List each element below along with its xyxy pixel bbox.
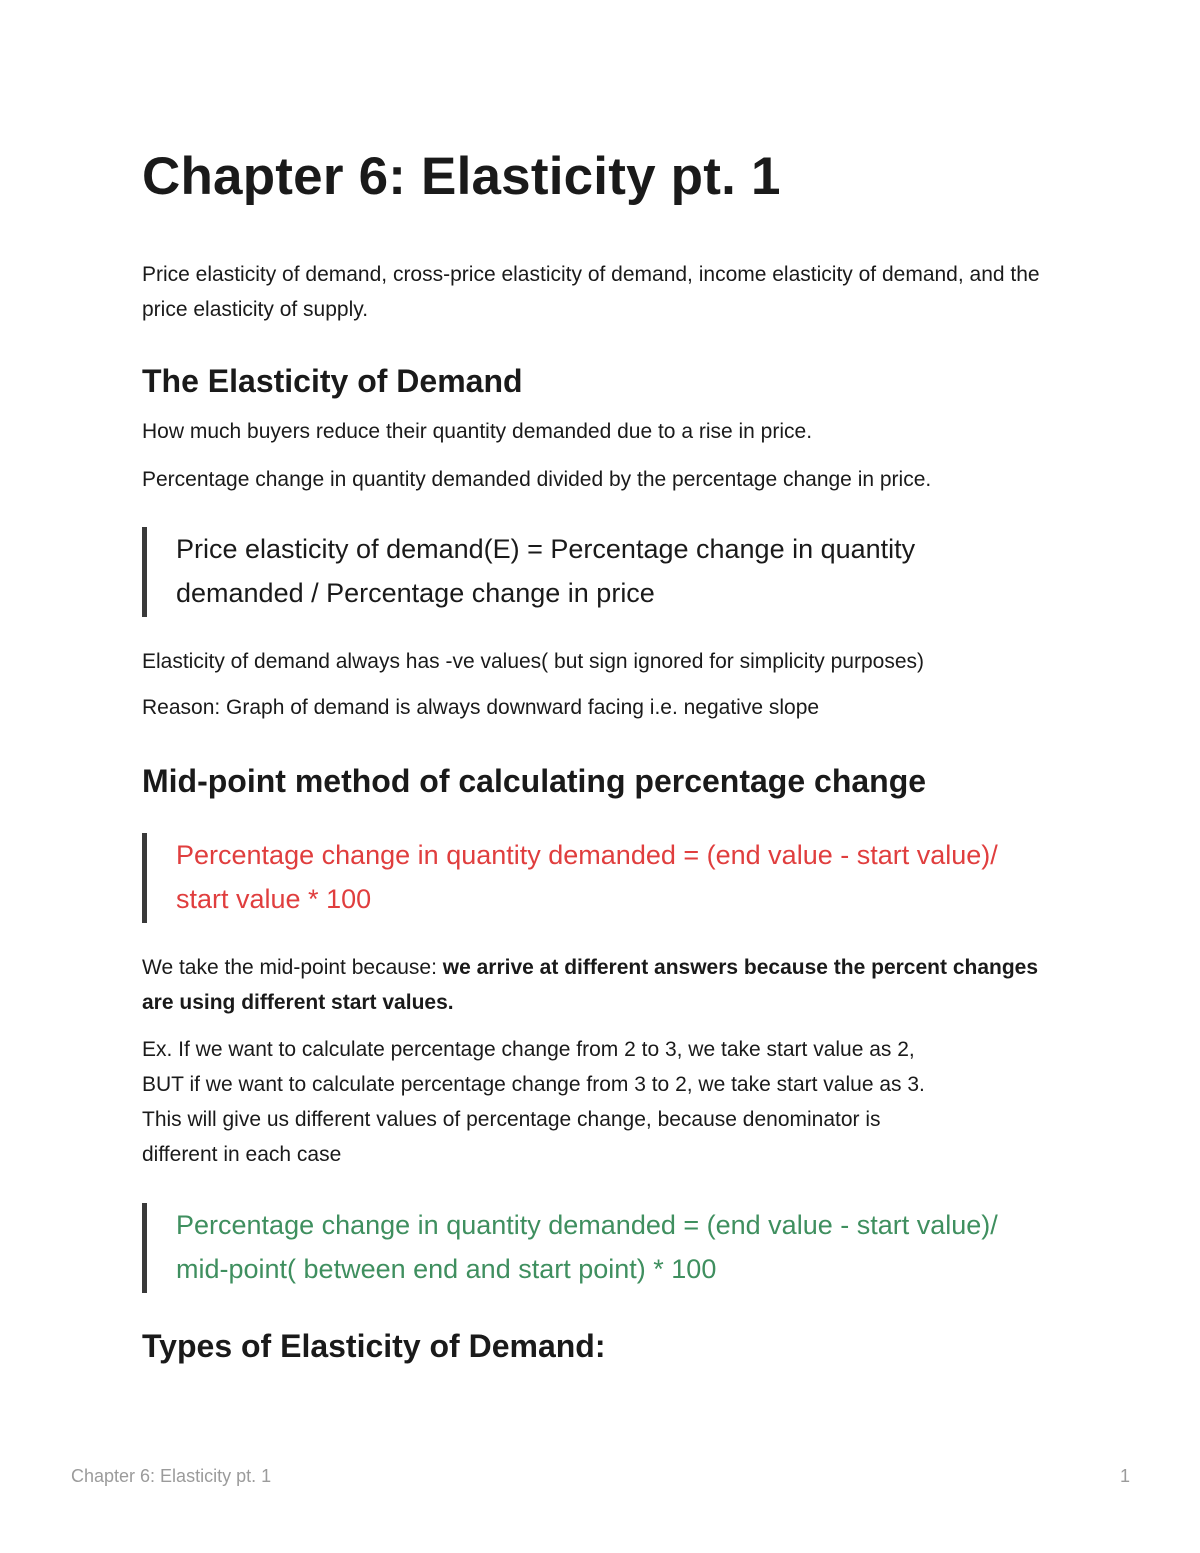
midpoint-reason-bold: we arrive at different answers because the percent changes are using different start values. <box>142 956 1039 1014</box>
quote-start-value-formula: Percentage change in quantity demanded = (end value - start value)/ start value * 100 <box>142 833 1042 923</box>
example-line-1: Ex. If we want to calculate percentage change from 2 to 3, we take start value as 2, <box>142 1038 915 1061</box>
footer-title: Chapter 6: Elasticity pt. 1 <box>71 1466 272 1486</box>
midpoint-reason-prefix: We take the mid-point because: <box>142 956 443 979</box>
paragraph-reason: Reason: Graph of demand is always downward facing i.e. negative slope <box>142 696 820 719</box>
page-title: Chapter 6: Elasticity pt. 1 <box>142 147 781 206</box>
quote-midpoint-formula: Percentage change in quantity demanded = (end value - start value)/ mid-point( between end and start point) * 100 <box>142 1203 1042 1293</box>
example-line-3: This will give us different values of percentage change, because denominator is <box>142 1108 881 1131</box>
example-line-2: BUT if we want to calculate percentage change from 3 to 2, we take start value as 3. <box>142 1073 925 1096</box>
heading-elasticity-of-demand: The Elasticity of Demand <box>142 363 523 399</box>
paragraph-formula-description: Percentage change in quantity demanded divided by the percentage change in price. <box>142 468 932 491</box>
example-line-4: different in each case <box>142 1143 342 1166</box>
heading-mid-point-method: Mid-point method of calculating percentage change <box>142 763 927 799</box>
heading-types-of-elasticity: Types of Elasticity of Demand: <box>142 1328 606 1364</box>
paragraph-negative-values: Elasticity of demand always has -ve values( but sign ignored for simplicity purposes) <box>142 650 925 673</box>
paragraph-midpoint-reason <box>142 950 1062 1020</box>
paragraph-example <box>142 1032 1062 1172</box>
footer-page-number: 1 <box>1120 1466 1131 1486</box>
paragraph-definition: How much buyers reduce their quantity demanded due to a rise in price. <box>142 420 813 443</box>
page-subtitle: Price elasticity of demand, cross-price elasticity of demand, income elasticity of demand, and the price elasticity of supply. <box>142 263 1040 321</box>
quote-price-elasticity-formula: Price elasticity of demand(E) = Percentage change in quantity demanded / Percentage change in price <box>142 527 1042 617</box>
